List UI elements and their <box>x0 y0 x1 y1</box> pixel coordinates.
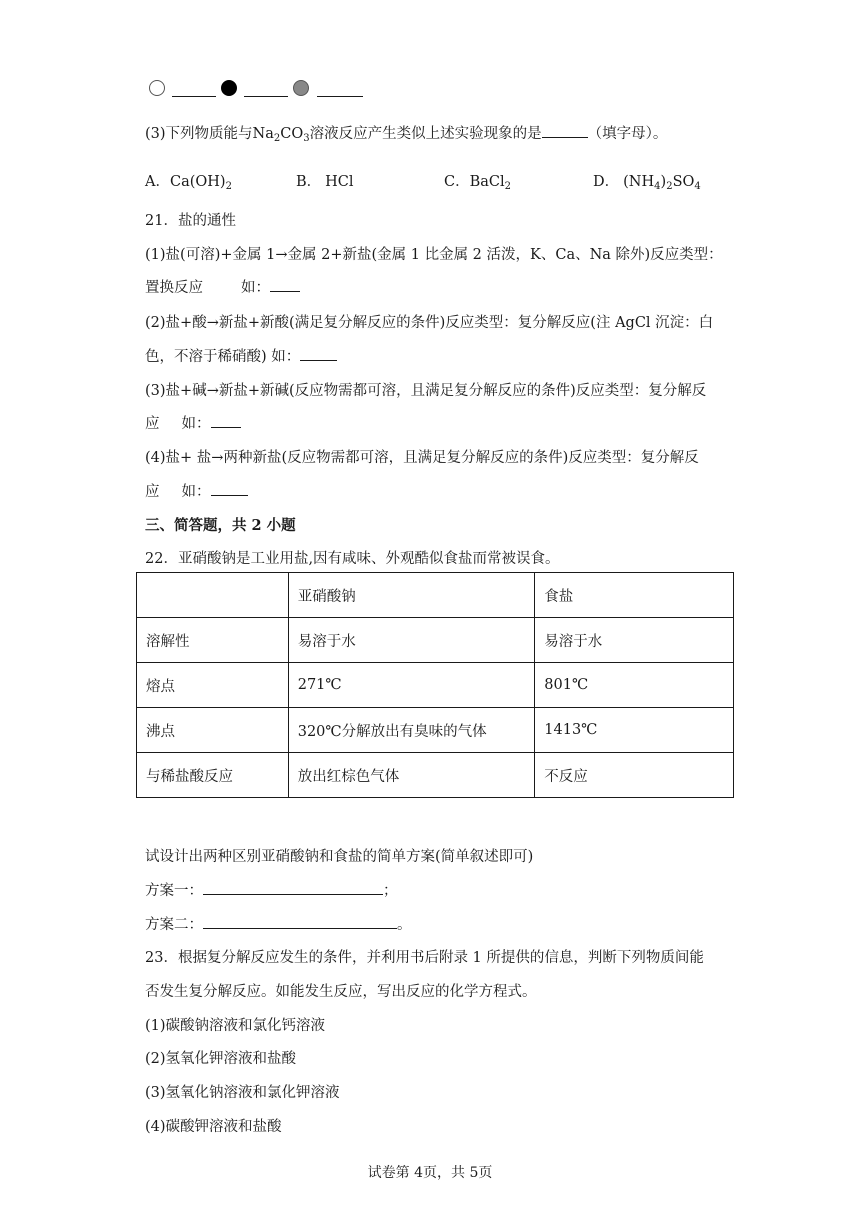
plan1-end: ； <box>383 883 398 899</box>
q21-p1c-text: 如： <box>241 280 270 296</box>
table-cell: 放出红棕色气体 <box>288 753 535 798</box>
table-row <box>137 753 734 798</box>
table-cell: 320℃分解放出有臭味的气体 <box>288 708 535 753</box>
plan1-label: 方案一： <box>145 883 203 899</box>
subscript: 2 <box>225 181 232 192</box>
table-row <box>137 663 734 708</box>
answer-blank[interactable] <box>211 413 241 428</box>
table-row <box>137 618 734 663</box>
page-footer: 试卷第 4页，共 5页 <box>367 1165 493 1181</box>
q23-p2: 否发生复分解反应。如能发生反应，写出反应的化学方程式。 <box>145 984 537 1000</box>
answer-blank[interactable] <box>203 914 397 929</box>
answer-blank[interactable] <box>211 481 248 496</box>
subscript: 4 <box>694 181 701 192</box>
option-formula: BaCl <box>469 174 505 190</box>
comparison-table <box>136 572 734 798</box>
q22-prompt: 试设计出两种区别亚硝酸钠和食盐的简单方案(简单叙述即可) <box>145 849 534 865</box>
q20-3-text2: 溶液反应产生类似上述实验现象的是 <box>309 126 542 142</box>
q23-item: (3)氢氧化钠溶液和氯化钾溶液 <box>145 1085 340 1101</box>
table-row <box>137 708 734 753</box>
formula-part: CO <box>280 126 304 142</box>
answer-blank[interactable] <box>542 123 588 138</box>
option-letter: D． <box>593 174 620 190</box>
q20-3-text3: （填字母）。 <box>587 126 668 142</box>
answer-blank[interactable] <box>172 96 216 97</box>
answer-blank[interactable] <box>317 96 363 97</box>
subscript: 2 <box>666 181 673 192</box>
subscript: 4 <box>654 181 661 192</box>
q22-plan2 <box>145 913 412 934</box>
table-cell: 溶解性 <box>137 618 289 663</box>
table-cell: 不反应 <box>535 753 734 798</box>
q23-item: (2)氢氧化钾溶液和盐酸 <box>145 1051 297 1067</box>
table-cell: 1413℃ <box>535 708 734 753</box>
q20-3-text: (3)下列物质能与Na <box>145 126 274 142</box>
gray-circle-icon <box>293 80 309 96</box>
option-letter: C． <box>444 174 470 190</box>
option-d <box>593 170 701 192</box>
hollow-circle-icon <box>149 80 165 96</box>
table-cell: 易溶于水 <box>535 618 734 663</box>
q20-3-stem <box>145 122 667 144</box>
q21-p3b-text: 应 <box>145 416 160 432</box>
q23-p1: 23．根据复分解反应发生的条件，并利用书后附录 1 所提供的信息，判断下列物质间能 <box>145 950 704 966</box>
q21-title: 21．盐的通性 <box>145 213 236 229</box>
black-circle-icon <box>221 80 237 96</box>
table-cell: 沸点 <box>137 708 289 753</box>
q21-p2b <box>145 345 337 366</box>
option-formula: Ca(OH) <box>169 174 226 190</box>
table-cell <box>137 573 289 618</box>
table-cell: 亚硝酸钠 <box>288 573 535 618</box>
q22-intro: 22．亚硝酸钠是工业用盐,因有咸味、外观酷似食盐而常被误食。 <box>145 551 560 567</box>
table-cell: 801℃ <box>535 663 734 708</box>
table-cell: 与稀盐酸反应 <box>137 753 289 798</box>
q21-p4c-text: 如： <box>181 484 211 500</box>
table-header-row <box>137 573 734 618</box>
answer-blank[interactable] <box>270 277 300 292</box>
table-cell: 271℃ <box>288 663 535 708</box>
q21-p3c-text: 如： <box>181 416 211 432</box>
plan2-end: 。 <box>397 917 412 933</box>
table-cell: 熔点 <box>137 663 289 708</box>
answer-blank[interactable] <box>300 346 337 361</box>
table-cell: 食盐 <box>535 573 734 618</box>
answer-blank[interactable] <box>244 96 288 97</box>
option-b <box>296 170 354 191</box>
option-c <box>444 170 511 192</box>
q21-p4b <box>145 480 248 501</box>
q21-p2b-text: 色，不溶于稀硝酸) 如： <box>145 349 301 365</box>
subscript: 2 <box>273 133 281 144</box>
table-cell: 易溶于水 <box>288 618 535 663</box>
option-formula: ) <box>660 174 667 190</box>
q21-p1b-text: 置换反应 <box>145 280 203 296</box>
q21-p4b-text: 应 <box>145 484 160 500</box>
q21-p1a: (1)盐(可溶)+金属 1→金属 2+新盐(金属 1 比金属 2 活泼，K、Ca、Na 除外)反应类型： <box>145 247 723 263</box>
q23-item: (4)碳酸钾溶液和盐酸 <box>145 1119 282 1135</box>
answer-blank[interactable] <box>203 880 383 895</box>
section-title: 三、简答题，共 2 小题 <box>145 517 296 534</box>
q23-item: (1)碳酸钠溶液和氯化钙溶液 <box>145 1018 326 1034</box>
q21-p1b <box>145 276 300 297</box>
plan2-label: 方案二： <box>145 917 203 933</box>
option-formula: HCl <box>325 174 354 190</box>
q21-p3a: (3)盐+碱→新盐+新碱(反应物需都可溶，且满足复分解反应的条件)反应类型：复分解反 <box>145 383 707 399</box>
option-formula: (NH <box>623 174 655 190</box>
subscript: 2 <box>504 181 512 192</box>
q21-p2a: (2)盐+酸→新盐+新酸(满足复分解反应的条件)反应类型：复分解反应(注 AgCl 沉淀：白 <box>145 315 714 331</box>
subscript: 3 <box>303 133 310 144</box>
option-letter: A． <box>145 174 170 190</box>
option-a <box>145 170 232 192</box>
option-letter: B． <box>296 174 322 190</box>
q21-p3b <box>145 412 241 433</box>
q21-p4a: (4)盐+ 盐→两种新盐(反应物需都可溶，且满足复分解反应的条件)反应类型：复分解反 <box>145 450 699 466</box>
option-formula: SO <box>672 174 695 190</box>
q22-plan1 <box>145 879 398 900</box>
